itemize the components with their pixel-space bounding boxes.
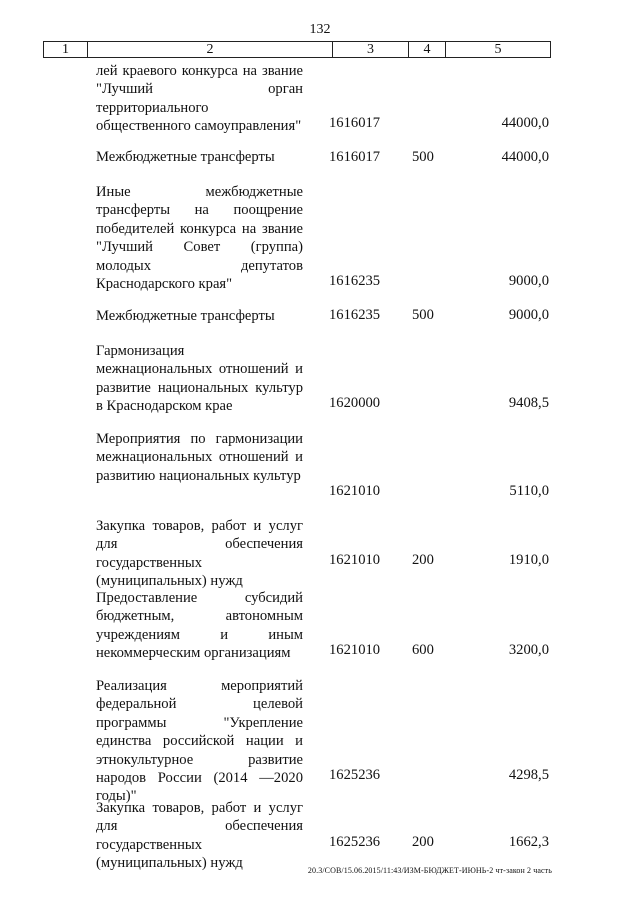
row-name: Закупка товаров, работ и услуг для обеспечения государственных (муниципальных) нужд — [96, 518, 303, 590]
header-col-5: 5 — [494, 42, 502, 57]
row-code: 1616017 — [329, 115, 381, 131]
row-vr: 200 — [412, 552, 434, 568]
row-code: 1621010 — [329, 483, 381, 499]
header-col-2: 2 — [88, 42, 333, 57]
row-code: 1621010 — [329, 552, 381, 568]
row-code: 1616235 — [329, 273, 381, 289]
row-code: 1616235 — [329, 307, 381, 323]
row-name: лей краевого конкурса на звание "Лучший орган территориального общественного самоуправления" — [96, 63, 303, 135]
page-number: 132 — [309, 22, 331, 37]
row-name: Межбюджетные трансферты — [96, 308, 275, 324]
row-code: 1616017 — [329, 149, 381, 165]
row-name: Реализация мероприятий федеральной целевой программы "Укрепление единства российской нации и этнокультурное развитие народов России (2014 —2020 годы)" — [96, 678, 303, 805]
row-name: Мероприятия по гармонизации межнациональных отношений и развитию национальных культур — [96, 431, 303, 484]
row-code: 1625236 — [329, 834, 381, 850]
row-sum: 1910,0 — [508, 552, 549, 568]
document-footer: 20.3/СОВ/15.06.2015/11:43/ИЗМ-БЮДЖЕТ-ИЮНЬ-2 чт-закон 2 часть — [307, 866, 552, 875]
row-sum: 5110,0 — [509, 483, 549, 499]
header-col-1: 1 — [44, 42, 88, 57]
row-vr: 200 — [412, 834, 434, 850]
row-name: Предоставление субсидий бюджетным, автономным учреждениям и иным некоммерческим организациям — [96, 590, 303, 662]
row-sum: 9408,5 — [508, 395, 549, 411]
row-sum: 9000,0 — [508, 273, 549, 289]
row-code: 1625236 — [329, 767, 381, 783]
row-sum: 1662,3 — [508, 834, 549, 850]
row-name: Иные межбюджетные трансферты на поощрение победителей конкурса на звание "Лучший Совет (группа) молодых депутатов Краснодарского края" — [96, 184, 303, 293]
header-col-3: 3 — [333, 42, 409, 57]
row-name: Закупка товаров, работ и услуг для обеспечения государственных (муниципальных) нужд — [96, 800, 303, 872]
row-sum: 44000,0 — [501, 149, 549, 165]
row-vr: 500 — [412, 307, 434, 323]
header-col-4: 4 — [409, 42, 446, 57]
row-sum: 9000,0 — [508, 307, 549, 323]
row-code: 1620000 — [329, 395, 381, 411]
row-vr: 500 — [412, 149, 434, 165]
row-sum: 3200,0 — [508, 642, 549, 658]
row-name: Межбюджетные трансферты — [96, 149, 275, 165]
table-header — [43, 41, 551, 58]
row-name: Гармонизация межнациональных отношений и развитие национальных культур в Краснодарском крае — [96, 343, 303, 415]
row-vr: 600 — [412, 642, 434, 658]
row-sum: 4298,5 — [508, 767, 549, 783]
row-sum: 44000,0 — [501, 115, 549, 131]
row-code: 1621010 — [329, 642, 381, 658]
